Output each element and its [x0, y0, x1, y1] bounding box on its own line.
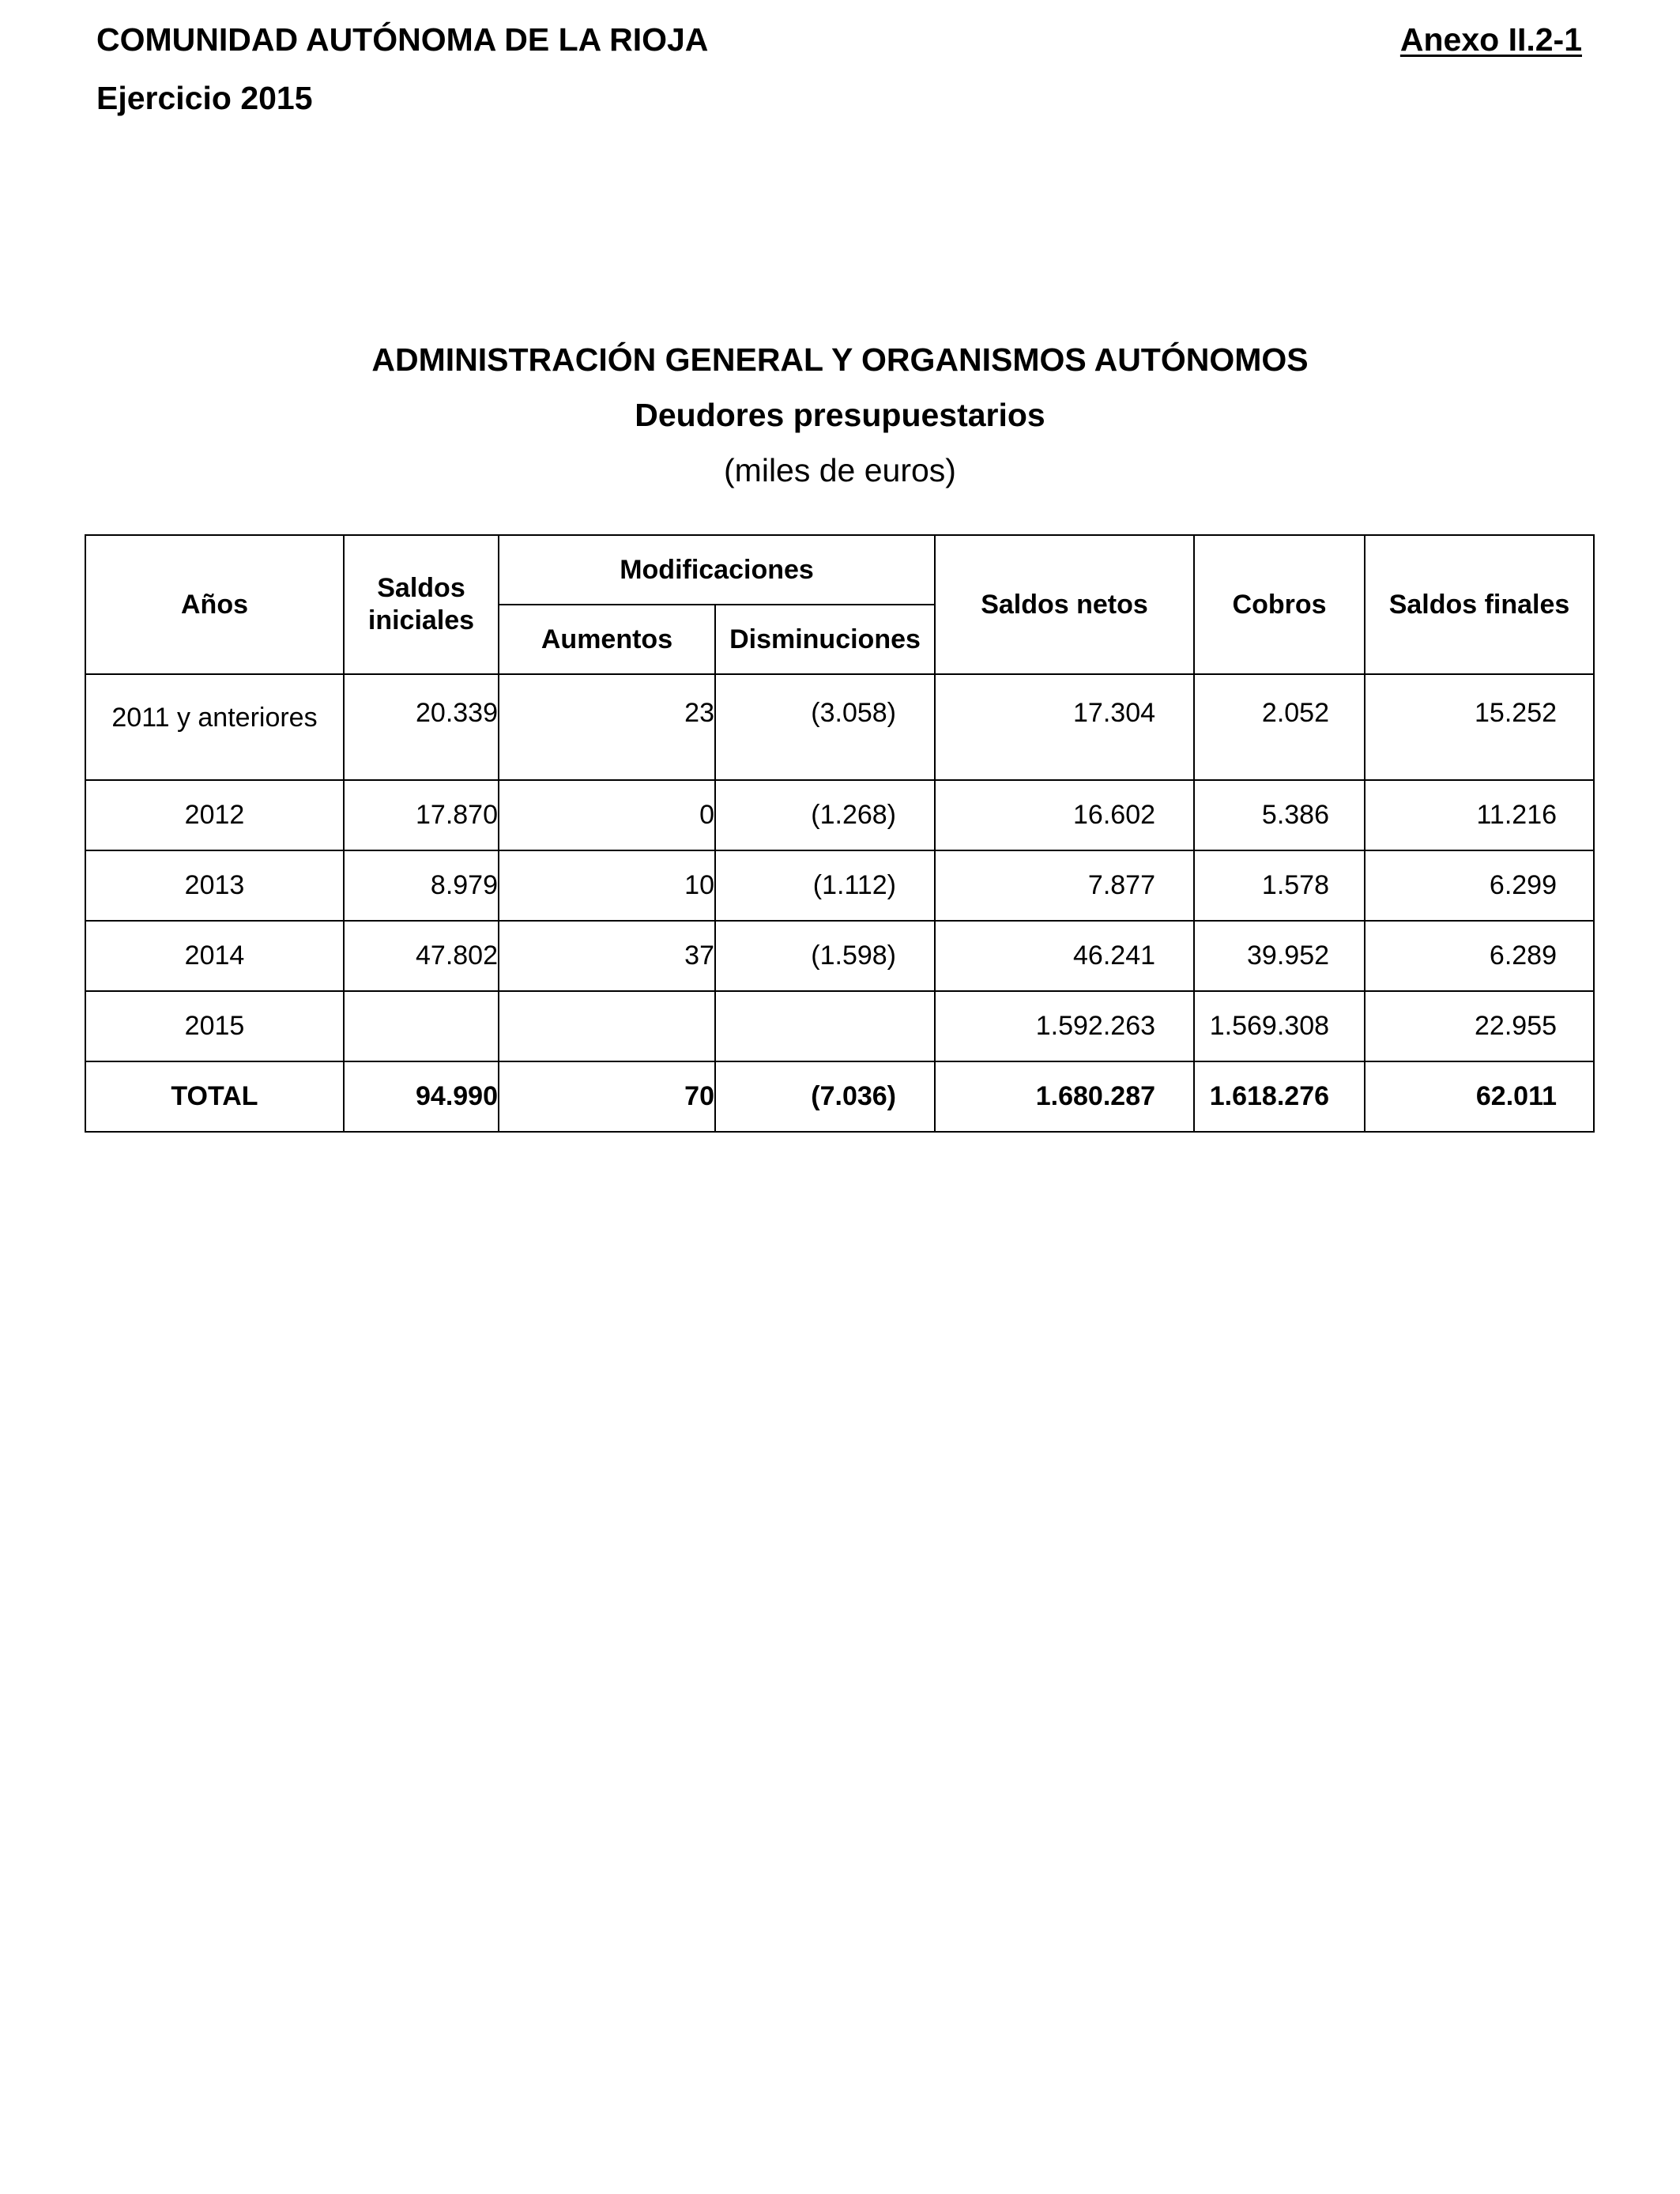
cell-decreases: (1.598)	[715, 921, 935, 991]
cell-decreases: (1.268)	[715, 780, 935, 850]
cell-decreases: (3.058)	[715, 674, 935, 780]
cell-initial: 17.870	[344, 780, 499, 850]
cell-total-initial: 94.990	[344, 1061, 499, 1132]
cell-net: 17.304	[935, 674, 1194, 780]
cell-initial: 47.802	[344, 921, 499, 991]
table-row	[85, 850, 1594, 921]
cell-total-decreases: (7.036)	[715, 1061, 935, 1132]
cell-increases: 0	[499, 780, 715, 850]
cell-final: 6.289	[1365, 921, 1594, 991]
table-row	[85, 991, 1594, 1061]
debtors-table	[85, 534, 1595, 1133]
cell-year: 2014	[85, 921, 344, 991]
table-row	[85, 674, 1594, 780]
cell-increases	[499, 991, 715, 1061]
cell-net: 16.602	[935, 780, 1194, 850]
table-body	[85, 674, 1594, 1132]
col-header-initial: Saldos iniciales	[344, 535, 499, 674]
col-header-net: Saldos netos	[935, 535, 1194, 674]
table-header	[85, 535, 1594, 674]
cell-initial: 8.979	[344, 850, 499, 921]
cell-net: 7.877	[935, 850, 1194, 921]
cell-initial: 20.339	[344, 674, 499, 780]
cell-year: 2012	[85, 780, 344, 850]
cell-net: 46.241	[935, 921, 1194, 991]
cell-collections: 2.052	[1194, 674, 1365, 780]
cell-year: 2011 y anteriores	[85, 674, 344, 780]
exercise-year: Ejercicio 2015	[96, 80, 313, 116]
cell-collections: 1.569.308	[1194, 991, 1365, 1061]
table-row	[85, 780, 1594, 850]
col-header-modifications: Modificaciones	[499, 535, 935, 605]
cell-total-label: TOTAL	[85, 1061, 344, 1132]
cell-increases: 10	[499, 850, 715, 921]
cell-total-collections: 1.618.276	[1194, 1061, 1365, 1132]
col-header-increases: Aumentos	[499, 605, 715, 674]
col-header-years: Años	[85, 535, 344, 674]
report-units: (miles de euros)	[724, 452, 956, 488]
cell-increases: 37	[499, 921, 715, 991]
cell-total-final: 62.011	[1365, 1061, 1594, 1132]
cell-decreases: (1.112)	[715, 850, 935, 921]
cell-final: 15.252	[1365, 674, 1594, 780]
cell-final: 6.299	[1365, 850, 1594, 921]
cell-collections: 1.578	[1194, 850, 1365, 921]
table-row	[85, 921, 1594, 991]
cell-total-net: 1.680.287	[935, 1061, 1194, 1132]
cell-final: 11.216	[1365, 780, 1594, 850]
annex-label: Anexo II.2-1	[1399, 21, 1582, 58]
cell-decreases	[715, 991, 935, 1061]
col-header-final: Saldos finales	[1365, 535, 1594, 674]
cell-net: 1.592.263	[935, 991, 1194, 1061]
total-row	[85, 1061, 1594, 1132]
report-title: ADMINISTRACIÓN GENERAL Y ORGANISMOS AUTÓNOMOS	[371, 341, 1309, 378]
cell-initial	[344, 991, 499, 1061]
cell-collections: 5.386	[1194, 780, 1365, 850]
cell-final: 22.955	[1365, 991, 1594, 1061]
cell-year: 2013	[85, 850, 344, 921]
col-header-decreases: Disminuciones	[715, 605, 935, 674]
cell-year: 2015	[85, 991, 344, 1061]
col-header-collections: Cobros	[1194, 535, 1365, 674]
cell-increases: 23	[499, 674, 715, 780]
cell-total-increases: 70	[499, 1061, 715, 1132]
report-subtitle: Deudores presupuestarios	[635, 397, 1045, 433]
community-title: COMUNIDAD AUTÓNOMA DE LA RIOJA	[96, 21, 709, 58]
cell-collections: 39.952	[1194, 921, 1365, 991]
